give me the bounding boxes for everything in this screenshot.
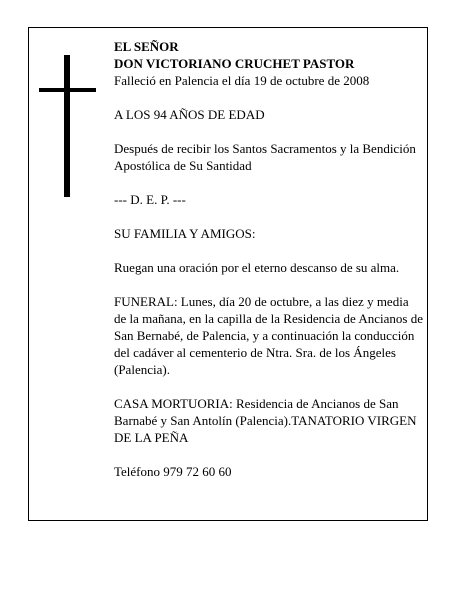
death-date-line: Falleció en Palencia el día 19 de octubre de 2008	[114, 73, 370, 88]
title-line-1: EL SEÑOR	[114, 39, 179, 54]
prayer-line: Ruegan una oración por el eterno descanso de su alma.	[114, 260, 400, 275]
deceased-name: DON VICTORIANO CRUCHET PASTOR	[114, 56, 355, 71]
phone-line: Teléfono 979 72 60 60	[114, 464, 232, 479]
sacraments-line: Después de recibir los Santos Sacramentos y la Bendición Apostólica de Su Santidad	[114, 141, 416, 173]
cross-horizontal-bar	[39, 88, 96, 92]
rip-line: --- D. E. P. ---	[114, 192, 186, 207]
obituary-text	[114, 38, 424, 480]
mortuary-line: CASA MORTUORIA: Residencia de Ancianos de San Barnabé y San Antolín (Palencia).TANATORIO VIRGEN DE LA PEÑA	[114, 396, 417, 445]
age-line: A LOS 94 AÑOS DE EDAD	[114, 107, 265, 122]
family-line: SU FAMILIA Y AMIGOS:	[114, 226, 256, 241]
funeral-line: FUNERAL: Lunes, día 20 de octubre, a las diez y media de la mañana, en la capilla de la Residencia de Ancianos de San Bernabé, de Palencia, y a continuación la conducción del cadáver al cementerio de Ntra. Sra. de los Ángeles (Palencia).	[114, 294, 423, 377]
cross-vertical-bar	[64, 55, 70, 197]
